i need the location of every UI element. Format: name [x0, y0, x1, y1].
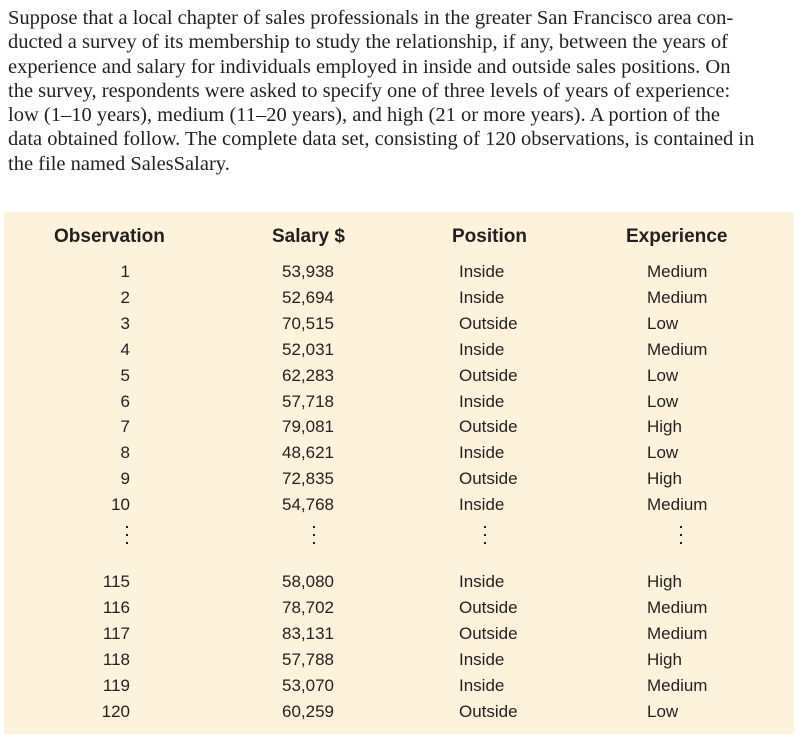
cell-experience: Medium [647, 495, 708, 515]
cell-position: Outside [459, 623, 518, 643]
cell-observation: 5 [120, 365, 130, 385]
paragraph-line: experience and salary for individuals employed in inside and outside sales positions. On [8, 55, 731, 78]
cell-experience: High [647, 417, 682, 437]
cell-position: Outside [459, 597, 518, 617]
cell-observation: 4 [120, 339, 130, 359]
cell-position: Inside [459, 443, 505, 463]
cell-position: Inside [459, 287, 505, 307]
header-experience: Experience [626, 226, 728, 247]
cell-salary: 78,702 [282, 597, 334, 617]
cell-salary: 53,070 [282, 675, 334, 695]
cell-position: Outside [459, 365, 518, 385]
cell-observation: 115 [102, 572, 130, 591]
cell-experience: Medium [647, 262, 708, 281]
cell-experience: Low [647, 391, 679, 411]
cell-salary: 79,081 [282, 417, 334, 437]
cell-experience: Medium [647, 287, 708, 307]
cell-observation: 120 [101, 701, 130, 721]
vertical-ellipsis [484, 526, 487, 544]
cell-observation: 8 [120, 443, 130, 463]
cell-observation: 2 [120, 287, 130, 307]
cell-experience: High [647, 469, 682, 489]
cell-salary: 57,788 [282, 649, 334, 669]
paragraph-line: data obtained follow. The complete data set, consisting of 120 observations, is contained in [8, 128, 755, 151]
paragraph-line: low (1–10 years), medium (11–20 years), and high (21 or more years). A portion of the [8, 104, 721, 127]
cell-observation: 7 [120, 417, 130, 437]
cell-salary: 53,938 [282, 262, 334, 281]
cell-salary: 54,768 [282, 495, 334, 515]
cell-position: Inside [459, 649, 505, 669]
cell-experience: Medium [647, 597, 708, 617]
cell-salary: 62,283 [282, 365, 334, 385]
cell-experience: Low [647, 313, 679, 333]
cell-observation: 10 [111, 495, 130, 515]
cell-observation: 117 [102, 623, 130, 643]
vertical-ellipsis [313, 526, 316, 544]
header-position: Position [452, 226, 527, 247]
cell-observation: 119 [102, 675, 130, 695]
cell-salary: 60,259 [282, 701, 334, 721]
cell-position: Inside [459, 339, 505, 359]
cell-salary: 48,621 [282, 443, 334, 463]
paragraph-line: the survey, respondents were asked to specify one of three levels of years of experience: [8, 79, 731, 102]
cell-salary: 57,718 [282, 391, 334, 411]
cell-experience: Medium [647, 623, 708, 643]
cell-position: Inside [459, 262, 505, 281]
vertical-ellipsis [680, 526, 683, 544]
cell-salary: 52,031 [282, 339, 334, 359]
cell-observation: 6 [120, 391, 130, 411]
header-salary: Salary $ [272, 226, 345, 247]
header-observation: Observation [54, 226, 165, 247]
cell-position: Inside [459, 391, 505, 411]
cell-position: Outside [459, 417, 518, 437]
cell-observation: 3 [120, 313, 130, 333]
cell-salary: 72,835 [282, 469, 334, 489]
cell-observation: 1 [120, 262, 130, 281]
cell-position: Inside [459, 572, 505, 591]
cell-salary: 52,694 [282, 287, 334, 307]
cell-experience: Low [647, 701, 679, 721]
cell-experience: Medium [647, 339, 708, 359]
cell-position: Outside [459, 469, 518, 489]
cell-salary: 58,080 [282, 572, 334, 591]
paragraph-line: Suppose that a local chapter of sales professionals in the greater San Francisco area con- [8, 7, 734, 29]
paragraph-line: the file named SalesSalary. [8, 152, 230, 175]
cell-observation: 116 [102, 597, 130, 617]
cell-position: Inside [459, 675, 505, 695]
cell-position: Inside [459, 495, 505, 515]
paragraph-line: ducted a survey of its membership to study the relationship, if any, between the years of [8, 31, 728, 54]
sales-salary-table [4, 212, 794, 734]
cell-position: Outside [459, 701, 518, 721]
cell-salary: 83,131 [282, 623, 334, 643]
cell-observation: 118 [102, 649, 130, 669]
problem-paragraph [8, 6, 790, 176]
cell-observation: 9 [120, 469, 130, 489]
vertical-ellipsis [126, 526, 129, 544]
cell-position: Outside [459, 313, 518, 333]
cell-experience: High [647, 572, 682, 591]
cell-experience: Low [647, 443, 679, 463]
cell-experience: Medium [647, 675, 708, 695]
cell-experience: Low [647, 365, 679, 385]
cell-experience: High [647, 649, 682, 669]
cell-salary: 70,515 [282, 313, 334, 333]
